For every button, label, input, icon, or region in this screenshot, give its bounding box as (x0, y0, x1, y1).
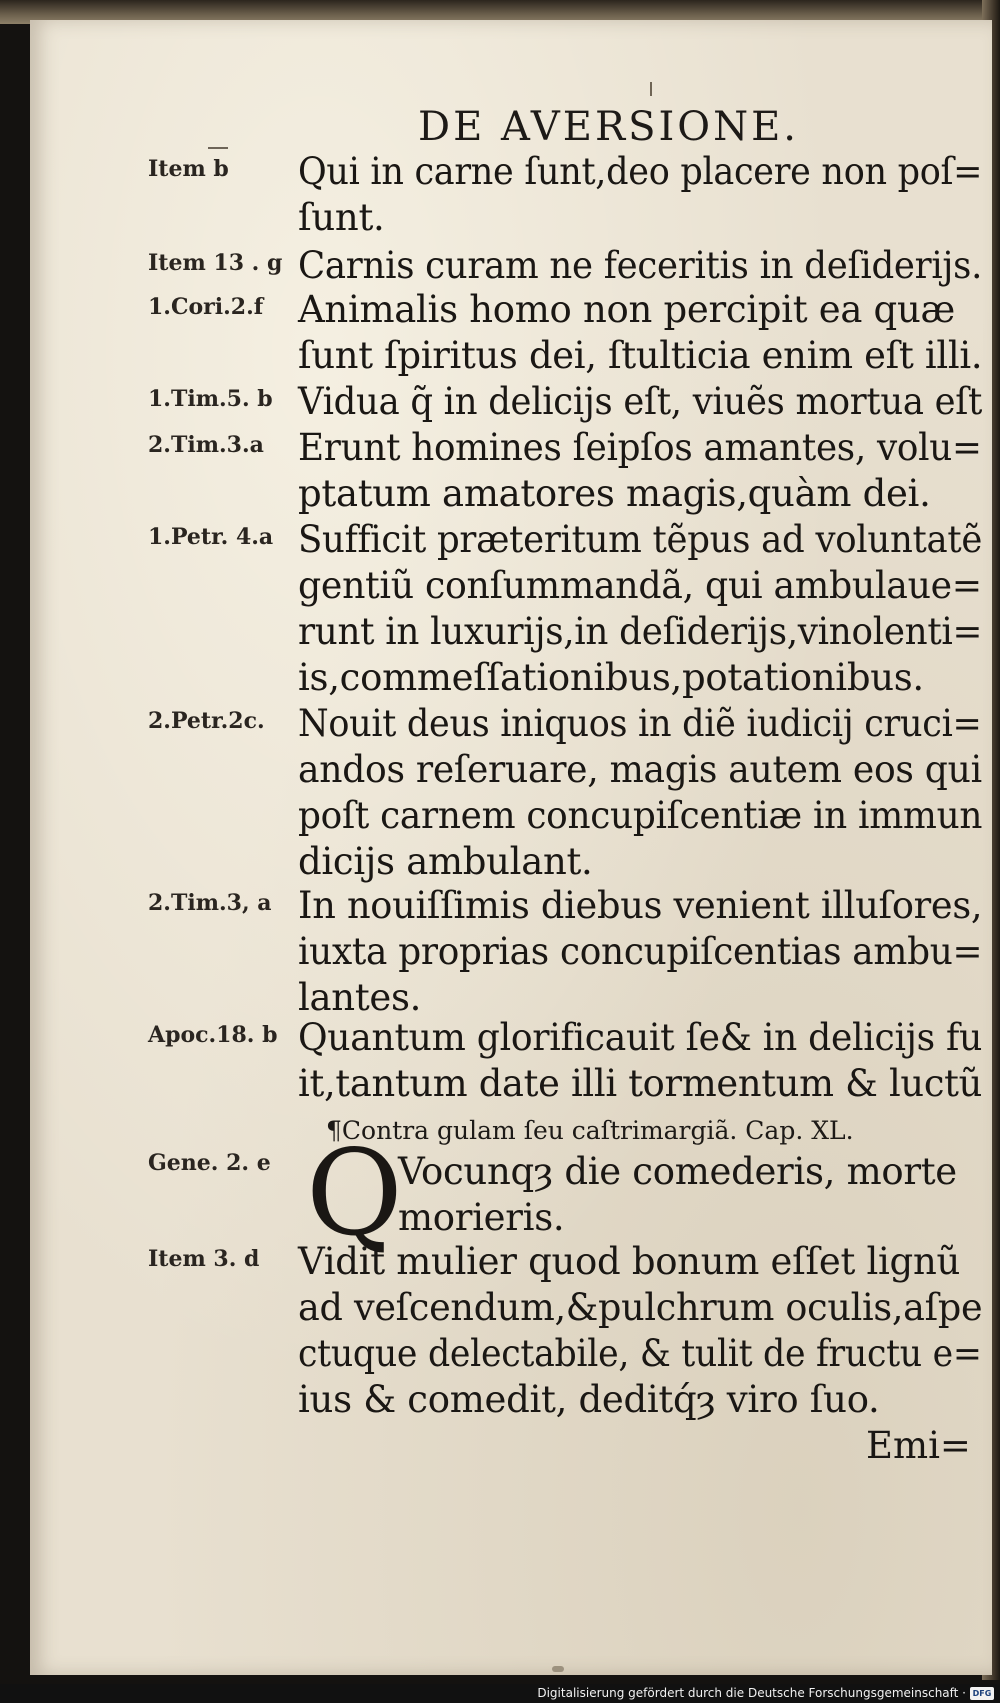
digitization-credit: Digitalisierung gefördert durch die Deutsche Forschungsgemeinschaft · (537, 1686, 966, 1700)
dfg-logo: DFG (970, 1687, 994, 1700)
drop-cap: Q (306, 1124, 403, 1262)
margin-reference: 1.Cori.2.f (148, 294, 264, 320)
text-line: ſunt ſpiritus dei, ſtulticia enim eſt illi. (298, 334, 983, 377)
text-line: Vidua q̃ in delicijs eſt, viuẽs mortua eſt (298, 380, 983, 423)
text-line: iuxta proprias concupiſcentias ambu= (298, 930, 983, 973)
page-smudge (552, 1666, 564, 1672)
text-line: ctuque delectabile, & tulit de fructu e= (298, 1332, 982, 1375)
text-line: Quantum glorificauit ſe& in delicijs fu (298, 1016, 983, 1059)
text-line: In nouiſſimis diebus venient illuſores, (298, 884, 983, 927)
text-line: it,tantum date illi tormentum & luctũ (298, 1062, 982, 1105)
text-line: ius & comedit, deditq́ȝ viro ſuo. (298, 1378, 880, 1421)
text-line: is,commeſſationibus,potationibus. (298, 656, 924, 699)
text-line: Vocunqȝ die comederis, morte (398, 1150, 957, 1193)
text-line: Carnis curam ne feceritis in deſiderijs. (298, 244, 983, 287)
book-page (30, 20, 992, 1675)
stray-mark (208, 147, 228, 149)
text-line: runt in luxurijs,in deſiderijs,vinolenti= (298, 610, 983, 653)
chapter-heading: ¶Contra gulam ſeu caſtrimargiã. Cap. XL. (326, 1116, 854, 1145)
margin-reference: 1.Tim.5. b (148, 386, 273, 412)
text-line: Nouit deus iniquos in diẽ iudicij cruci= (298, 702, 982, 745)
margin-reference: 1.Petr. 4.a (148, 524, 274, 550)
text-line: Erunt homines ſeipſos amantes, volu= (298, 426, 982, 469)
catchword: Emi= (866, 1424, 971, 1467)
text-line: ptatum amatores magis,quàm dei. (298, 472, 931, 515)
text-line: Qui in carne ſunt,deo placere non poſ= (298, 150, 983, 193)
folio-mark (650, 82, 652, 96)
text-line: poſt carnem concupiſcentiæ in immun (298, 794, 983, 837)
text-line: Vidit mulier quod bonum eſſet lignũ (298, 1240, 961, 1283)
running-head: DE AVERSIONE. (418, 104, 799, 150)
text-line: Animalis homo non percipit ea quæ (298, 288, 955, 331)
text-line: ſunt. (298, 196, 385, 239)
text-line: dicijs ambulant. (298, 840, 593, 883)
margin-reference: Item 3. d (148, 1246, 260, 1272)
margin-reference: 2.Tim.3.a (148, 432, 264, 458)
text-line: ad veſcendum,&pulchrum oculis,aſpe (298, 1286, 983, 1329)
margin-reference: 2.Petr.2c. (148, 708, 265, 734)
margin-reference: Gene. 2. e (148, 1150, 271, 1176)
text-line: lantes. (298, 976, 422, 1019)
text-line: morieris. (398, 1196, 565, 1239)
margin-reference: Item b (148, 156, 229, 182)
text-line: Sufficit præteritum tẽpus ad voluntatẽ (298, 518, 983, 561)
margin-reference: Apoc.18. b (148, 1022, 278, 1048)
margin-reference: Item 13 . g (148, 250, 283, 276)
text-line: andos reſeruare, magis autem eos qui (298, 748, 982, 791)
margin-reference: 2.Tim.3, a (148, 890, 272, 916)
text-line: gentiũ conſummandã, qui ambulaue= (298, 564, 982, 607)
